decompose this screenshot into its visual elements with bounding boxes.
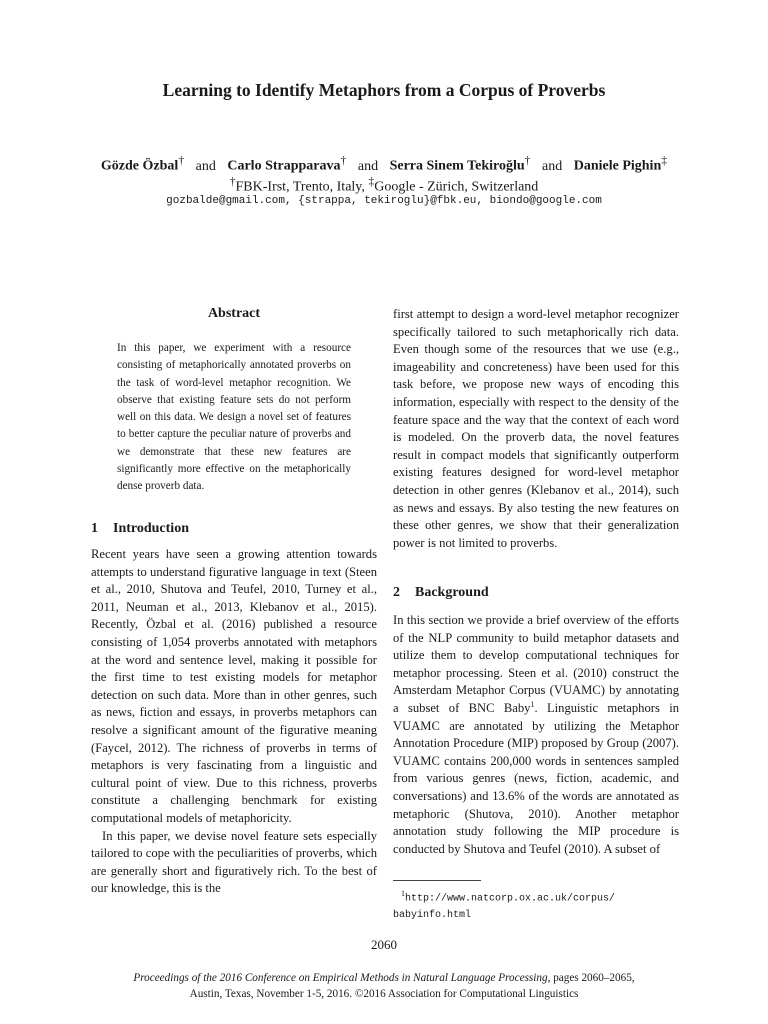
- footnote-url-line-1[interactable]: http://www.natcorp.ox.ac.uk/corpus/: [405, 893, 616, 905]
- section-heading-introduction: [91, 520, 189, 538]
- footnote-url-line-2[interactable]: babyinfo.html: [393, 910, 472, 922]
- abstract-text: In this paper, we experiment with a resource consisting of metaphorically annotated proverbs on the task of word-level metaphor recognition. We observe that existing feature sets do not perform well on this data. We design a novel set of features to better capture the peculiar nature of proverbs and we demonstrate that these new features are significantly more effective on the metaphorically dense proverb data.: [117, 342, 351, 493]
- section-number: 1: [91, 521, 98, 536]
- background-text-a: In this section we provide a brief overview of the efforts of the NLP community to build metaphor datasets and utilize them to develop computational techniques for metaphor processing. Steen et al. (2010) construct the Amsterdam Metaphor Corpus (VUAMC) by annotating a subset of BNC Baby: [393, 613, 679, 715]
- background-paragraph: [393, 612, 679, 858]
- author-mark: †: [178, 154, 185, 167]
- proceedings-pages: , pages 2060–2065,: [547, 972, 635, 984]
- author-name: Serra Sinem Tekiroğlu: [389, 158, 525, 174]
- footnote-ref: 1: [530, 699, 535, 709]
- paper-title: Learning to Identify Metaphors from a Corpus of Proverbs: [162, 80, 606, 100]
- abstract-heading: Abstract: [207, 306, 261, 321]
- right-column-top: [393, 306, 679, 552]
- section-heading-background: [393, 584, 489, 602]
- author-name: Gözde Özbal: [100, 158, 179, 174]
- page-number: 2060: [371, 937, 397, 952]
- affiliation-mark: ‡: [368, 175, 375, 188]
- intro-paragraph-2-continued: first attempt to design a word-level metaphor recognizer specifically tailored to such metaphorically rich data. Even though some of the resources that we use (e.g., imageability and concreteness) have been used for this task before, we propose new ways of encoding this information, especially with respect to the density of the feature space and the way that the context of each word is modeled. On the proverb data, the novel features result in compact models that significantly outperform existing features designed for word-level metaphor detection in other genres (Klebanov et al., 2014), such as news and essays. By also testing the new features on these other genres, we show that their generalization power is not limited to proverbs.: [393, 307, 679, 550]
- and-word: and: [357, 158, 379, 174]
- author-emails: gozbalde@gmail.com, {strappa, tekiroglu}@fbk.eu, biondo@google.com: [166, 195, 602, 207]
- section-number: 2: [393, 585, 400, 600]
- proceedings-footer: [0, 970, 768, 1002]
- author-mark: ‡: [661, 154, 668, 167]
- right-column-background: [393, 612, 679, 858]
- left-column: [91, 546, 377, 898]
- background-text-b: . Linguistic metaphors in VUAMC are annotated by utilizing the Metaphor Annotation Procedure (MIP) proposed by Group (2007). VUAMC contains 200,000 words in sentences sampled from various genres (news, fiction, academic, and conversations) and 13.6% of the words are annotated as metaphoric (Shutova, 2010). Another metaphor annotation study following the MIP procedure is conducted by Shutova and Teufel (2010). A subset of: [393, 700, 680, 856]
- author-name: Carlo Strapparava: [227, 158, 341, 174]
- affiliation-google: Google - Zürich, Switzerland: [374, 179, 539, 195]
- proceedings-title: Proceedings of the 2016 Conference on Empirical Methods in Natural Language Processing: [133, 972, 548, 984]
- affiliations: [0, 175, 768, 196]
- and-word: and: [542, 158, 563, 174]
- affiliation-mark: †: [229, 175, 236, 188]
- and-word: and: [195, 158, 216, 174]
- footnote-rule: [393, 880, 481, 881]
- section-title: Background: [415, 585, 489, 600]
- affiliation-fbk: FBK-Irst, Trento, Italy,: [235, 179, 365, 195]
- section-title: Introduction: [113, 521, 189, 536]
- author-mark: †: [524, 154, 531, 167]
- author-name: Daniele Pighin: [573, 158, 662, 174]
- author-list: [0, 152, 768, 176]
- author-mark: †: [340, 154, 347, 167]
- footnote-mark: 1: [401, 889, 405, 898]
- proceedings-venue: Austin, Texas, November 1-5, 2016. ©2016 Association for Computational Linguistics: [189, 988, 579, 1000]
- intro-paragraph-1: Recent years have seen a growing attention towards attempts to understand figurative language in text (Steen et al., 2010, Shutova and Teufel, 2010, Turney et al., 2011, Neuman et al., 2013, Klebanov et al., 2015). Recently, Özbal et al. (2016) published a resource consisting of 1,054 proverbs annotated with metaphors at the word and sentence level, making it possible for the first time to test existing models for metaphor detection on such data. More than in other genres, such as news, fiction and essays, in proverbs metaphors can resolve a significant amount of the figurative meaning (Faycel, 2012). The richness of proverbs in terms of metaphors is very fascinating from a linguistic and cultural point of view. Due to this richness, proverbs constitute a challenging benchmark for existing computational models of metaphoricity.: [91, 547, 377, 825]
- footnote: [393, 885, 693, 924]
- intro-paragraph-2: In this paper, we devise novel feature sets especially tailored to cope with the peculiarities of proverbs, which are generally short and figuratively rich. To the best of our knowledge, this is the: [91, 828, 377, 896]
